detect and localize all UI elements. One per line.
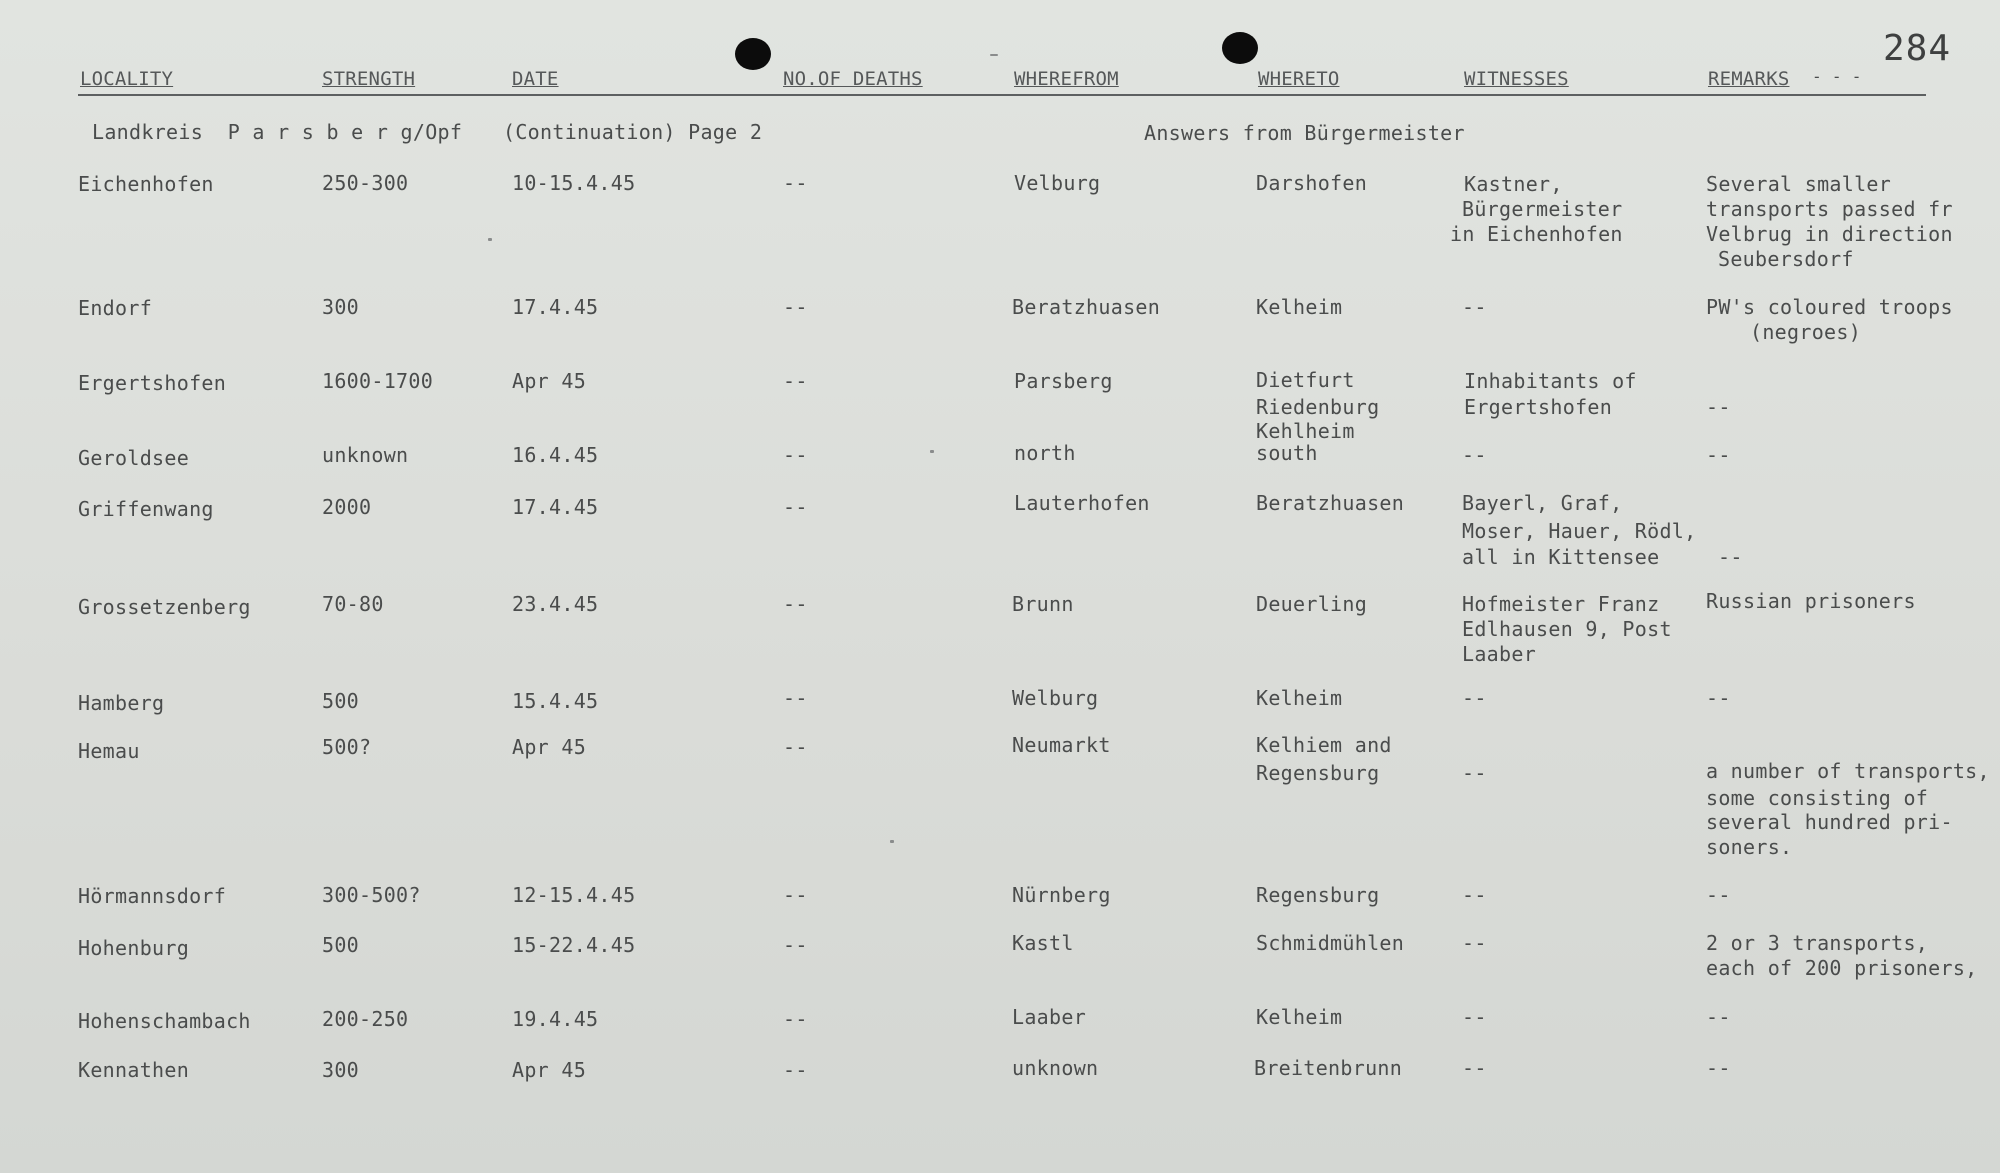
cell-date: 15.4.45 <box>512 689 599 713</box>
cell-witnesses-line: -- <box>1462 883 1487 907</box>
cell-date: 19.4.45 <box>512 1007 599 1031</box>
cell-date: 17.4.45 <box>512 295 599 319</box>
cell-whereto: Kelheim <box>1256 295 1343 319</box>
header-rule <box>78 94 1926 96</box>
cell-locality: Hemau <box>78 739 140 763</box>
cell-wherefrom: unknown <box>1012 1056 1099 1080</box>
cell-wherefrom: Parsberg <box>1014 369 1113 393</box>
cell-whereto: Regensburg <box>1256 883 1380 907</box>
cell-strength: 300-500? <box>322 883 421 907</box>
cell-remarks-line: several hundred pri- <box>1706 810 1953 834</box>
cell-remarks-line: -- <box>1706 1005 1731 1029</box>
header-locality: LOCALITY <box>80 68 174 90</box>
cell-witnesses-line: Bürgermeister <box>1462 197 1623 221</box>
cell-witnesses-line: Edlhausen 9, Post <box>1462 617 1672 641</box>
cell-remarks-line: Seubersdorf <box>1718 247 1854 271</box>
cell-locality: Hohenburg <box>78 936 190 960</box>
cell-deaths: -- <box>783 933 808 957</box>
cell-remarks-line: -- <box>1706 883 1731 907</box>
cell-wherefrom: Velburg <box>1014 171 1101 195</box>
cell-deaths: -- <box>783 883 808 907</box>
cell-wherefrom: Neumarkt <box>1012 733 1111 757</box>
cell-date: 15-22.4.45 <box>512 933 636 957</box>
cell-remarks-line: Several smaller <box>1706 172 1892 196</box>
cell-whereto: Beratzhuasen <box>1256 491 1405 515</box>
cell-deaths: -- <box>783 1007 808 1031</box>
cell-remarks-line: -- <box>1706 443 1731 467</box>
cell-whereto: Schmidmühlen <box>1256 931 1405 955</box>
cell-strength: 500 <box>322 933 360 957</box>
cell-witnesses-line: Ergertshofen <box>1464 395 1613 419</box>
cell-whereto: Kelheim <box>1256 686 1343 710</box>
cell-strength: 500? <box>322 735 372 759</box>
cell-remarks-line: PW's coloured troops <box>1706 295 1953 319</box>
cell-deaths: -- <box>783 295 808 319</box>
cell-deaths: -- <box>783 443 808 467</box>
cell-wherefrom: Laaber <box>1012 1005 1087 1029</box>
cell-remarks-line: some consisting of <box>1706 786 1929 810</box>
cell-strength: unknown <box>322 443 409 467</box>
cell-witnesses-line: Bayerl, Graf, <box>1462 491 1623 515</box>
cell-wherefrom: Welburg <box>1012 686 1099 710</box>
continuation-label: (Continuation) Page 2 <box>503 120 763 144</box>
cell-deaths: -- <box>783 495 808 519</box>
cell-date: Apr 45 <box>512 369 587 393</box>
cell-remarks-line: a number of transports, <box>1706 759 1990 783</box>
cell-locality: Kennathen <box>78 1058 190 1082</box>
cell-witnesses-line: -- <box>1462 295 1487 319</box>
paper-speck <box>890 840 894 843</box>
cell-date: 16.4.45 <box>512 443 599 467</box>
cell-witnesses-line: Moser, Hauer, Rödl, <box>1462 519 1697 543</box>
cell-witnesses-line: -- <box>1462 1005 1487 1029</box>
cell-locality: Grossetzenberg <box>78 595 251 619</box>
cell-remarks-line: 2 or 3 transports, <box>1706 931 1929 955</box>
cell-deaths: -- <box>783 735 808 759</box>
cell-date: Apr 45 <box>512 735 587 759</box>
cell-whereto-line: Kehlheim <box>1256 419 1355 443</box>
paper-speck <box>930 450 934 453</box>
cell-strength: 70-80 <box>322 592 384 616</box>
header-whereto: WHERETO <box>1258 68 1340 90</box>
cell-whereto: south <box>1256 441 1318 465</box>
cell-wherefrom: Nürnberg <box>1012 883 1111 907</box>
cell-wherefrom: Beratzhuasen <box>1012 295 1161 319</box>
cell-remarks-line: soners. <box>1706 835 1793 859</box>
cell-wherefrom: north <box>1014 441 1076 465</box>
cell-deaths: -- <box>783 171 808 195</box>
cell-locality: Endorf <box>78 296 153 320</box>
cell-remarks-line: Russian prisoners <box>1706 589 1916 613</box>
cell-whereto-line: Regensburg <box>1256 761 1380 785</box>
cell-deaths: -- <box>783 369 808 393</box>
cell-strength: 250-300 <box>322 171 409 195</box>
cell-whereto-line: Dietfurt <box>1256 368 1355 392</box>
cell-locality: Geroldsee <box>78 446 190 470</box>
cell-whereto-line: Riedenburg <box>1256 395 1380 419</box>
header-witnesses: WITNESSES <box>1464 68 1569 90</box>
cell-date: 23.4.45 <box>512 592 599 616</box>
cell-remarks-line: (negroes) <box>1750 320 1862 344</box>
cell-locality: Ergertshofen <box>78 371 227 395</box>
cell-deaths: -- <box>783 686 808 710</box>
cell-witnesses-line: -- <box>1462 931 1487 955</box>
cell-witnesses-line: Hofmeister Franz <box>1462 592 1660 616</box>
cell-witnesses-line: -- <box>1462 686 1487 710</box>
source-label: Answers from Bürgermeister <box>1144 121 1465 145</box>
header-deaths: NO.OF DEATHS <box>783 68 923 90</box>
cell-remarks-line: -- <box>1706 395 1731 419</box>
cell-date: 12-15.4.45 <box>512 883 636 907</box>
cell-whereto: Darshofen <box>1256 171 1368 195</box>
page-number: 284 <box>1883 28 1952 69</box>
punch-hole-left <box>735 38 771 70</box>
cell-whereto-line: Kelhiem and <box>1256 733 1392 757</box>
cell-remarks-line: each of 200 prisoners, <box>1706 956 1978 980</box>
cell-wherefrom: Lauterhofen <box>1014 491 1150 515</box>
cell-whereto: Deuerling <box>1256 592 1368 616</box>
cell-remarks-line: -- <box>1706 1056 1731 1080</box>
cell-locality: Hamberg <box>78 691 165 715</box>
cell-whereto: Kelheim <box>1256 1005 1343 1029</box>
cell-witnesses-line: Inhabitants of <box>1464 369 1637 393</box>
cell-date: 10-15.4.45 <box>512 171 636 195</box>
paper-speck <box>990 54 998 56</box>
cell-strength: 500 <box>322 689 360 713</box>
cell-strength: 1600-1700 <box>322 369 434 393</box>
cell-witnesses-line: all in Kittensee <box>1462 545 1660 569</box>
paper-speck <box>488 238 492 241</box>
cell-strength: 2000 <box>322 495 372 519</box>
cell-date: Apr 45 <box>512 1058 587 1082</box>
cell-remarks-line: -- <box>1706 686 1731 710</box>
cell-deaths: -- <box>783 1058 808 1082</box>
cell-wherefrom: Brunn <box>1012 592 1074 616</box>
cell-witnesses-line: -- <box>1462 443 1487 467</box>
header-strength: STRENGTH <box>322 68 416 90</box>
cell-remarks-line: Velbrug in direction <box>1706 222 1953 246</box>
cell-locality: Hohenschambach <box>78 1009 251 1033</box>
cell-locality: Griffenwang <box>78 497 214 521</box>
cell-locality: Hörmannsdorf <box>78 884 227 908</box>
cell-strength: 300 <box>322 295 360 319</box>
cell-locality: Eichenhofen <box>78 172 214 196</box>
cell-deaths: -- <box>783 592 808 616</box>
header-tail-dashes: - - - <box>1812 67 1862 86</box>
cell-strength: 200-250 <box>322 1007 409 1031</box>
cell-witnesses-line: in Eichenhofen <box>1450 222 1623 246</box>
cell-witnesses-line: -- <box>1462 761 1487 785</box>
header-wherefrom: WHEREFROM <box>1014 68 1119 90</box>
cell-witnesses-line: Kastner, <box>1464 172 1563 196</box>
cell-remarks-line: -- <box>1718 545 1743 569</box>
cell-whereto: Breitenbrunn <box>1254 1056 1403 1080</box>
cell-date: 17.4.45 <box>512 495 599 519</box>
cell-wherefrom: Kastl <box>1012 931 1074 955</box>
cell-witnesses-line: -- <box>1462 1056 1487 1080</box>
cell-remarks-line: transports passed fr <box>1706 197 1953 221</box>
cell-witnesses-line: Laaber <box>1462 642 1537 666</box>
header-date: DATE <box>512 68 559 90</box>
district-label: Landkreis P a r s b e r g/Opf <box>92 120 463 144</box>
header-remarks: REMARKS <box>1708 68 1790 90</box>
cell-strength: 300 <box>322 1058 360 1082</box>
punch-hole-right <box>1222 32 1258 64</box>
